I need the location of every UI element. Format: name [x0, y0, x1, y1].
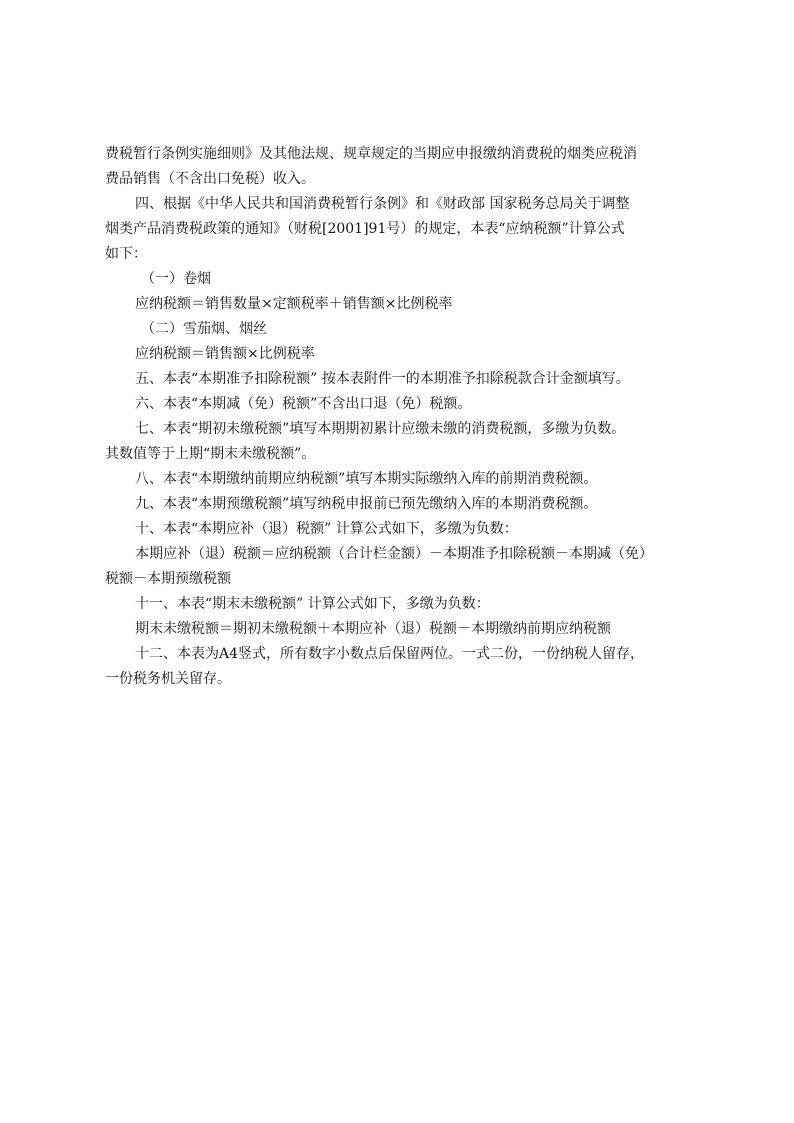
paragraph-line: 其数值等于上期“期末未缴税额”。	[105, 446, 316, 462]
paragraph-line: 七、本表“期初未缴税额”填写本期期初累计应缴未缴的消费税额，多缴为负数。	[135, 421, 626, 437]
paragraph-line: 四、根据《中华人民共和国消费税暂行条例》和《财政部 国家税务总局关于调整	[135, 196, 630, 212]
formula-line: 本期应补（退）税额＝应纳税额（合计栏金额）－本期准予扣除税额－本期减（免）	[135, 546, 653, 562]
paragraph-line: 十二、本表为A4竖式，所有数字小数点后保留两位。一式二份，一份纳税人留存，	[135, 646, 645, 662]
document-body	[105, 142, 697, 692]
paragraph-line: 六、本表“本期减（免）税额”不含出口退（免）税额。	[135, 396, 472, 412]
paragraph-line: 费品销售（不含出口免税）收入。	[105, 171, 315, 187]
paragraph-line: 费税暂行条例实施细则》及其他法规、规章规定的当期应申报缴纳消费税的烟类应税消	[105, 146, 637, 162]
paragraph-line: （一）卷烟	[141, 271, 211, 287]
formula-line: 税额－本期预缴税额	[105, 571, 231, 587]
formula-line: 期末未缴税额＝期初未缴税额＋本期应补（退）税额－本期缴纳前期应纳税额	[135, 621, 611, 637]
paragraph-line: （二）雪茄烟、烟丝	[141, 321, 267, 337]
paragraph-line: 一份税务机关留存。	[105, 671, 231, 687]
paragraph-line: 如下：	[105, 246, 147, 262]
paragraph-line: 十一、本表“期末未缴税额” 计算公式如下，多缴为负数：	[135, 596, 490, 612]
paragraph-line: 九、本表“本期预缴税额”填写纳税申报前已预先缴纳入库的本期消费税额。	[135, 496, 598, 512]
paragraph-line: 八、本表“本期缴纳前期应纳税额”填写本期实际缴纳入库的前期消费税额。	[135, 471, 598, 487]
formula-line: 应纳税额＝销售数量×定额税率＋销售额×比例税率	[135, 296, 453, 312]
paragraph-line: 五、本表“本期准予扣除税额” 按本表附件一的本期准予扣除税款合计金额填写。	[135, 371, 630, 387]
paragraph-line: 十、本表“本期应补（退）税额” 计算公式如下，多缴为负数：	[135, 521, 518, 537]
formula-line: 应纳税额＝销售额×比例税率	[135, 346, 315, 362]
paragraph-line: 烟类产品消费税政策的通知》（财税[2001]91号）的规定，本表“应纳税额”计算公式	[105, 221, 625, 237]
